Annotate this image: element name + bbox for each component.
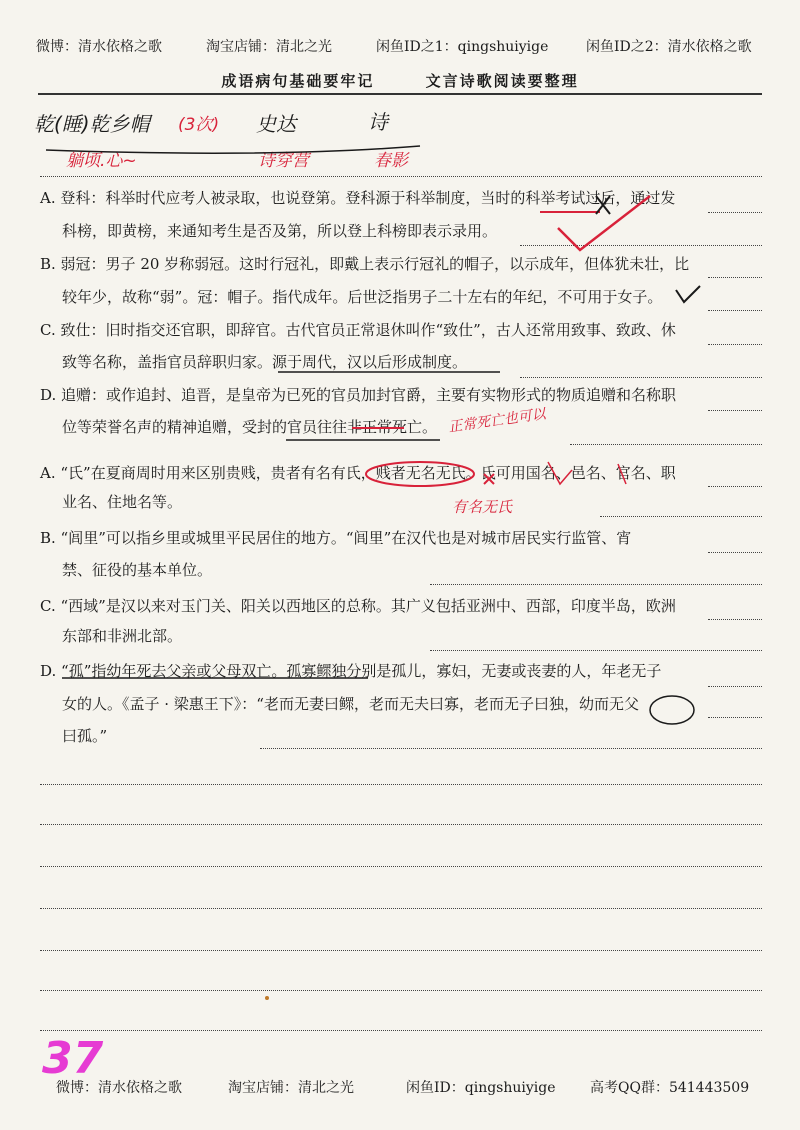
text-line: D. “孤”指幼年死去父亲或父母双亡。孤寡鳏独分别是孤儿，寡妇，无妻或丧妻的人，年老无子 — [40, 662, 662, 680]
text-line: 科榜，即黄榜，来通知考生是否及第，所以登上科榜即表示录用。 — [62, 222, 498, 240]
text-line: B. “闾里”可以指乡里或城里平民居住的地方。“闾里”在汉代也是对城市居民实行监管、宵 — [40, 529, 632, 547]
footer-taobao: 淘宝店铺：清北之光 — [228, 1080, 354, 1096]
page-number: 37 — [42, 1033, 104, 1084]
check-mark-icon — [676, 286, 700, 302]
ink-dot — [265, 996, 269, 1000]
header-weibo: 微博：清水依格之歌 — [36, 39, 162, 55]
text-line: 位等荣誉名声的精神追赠，受封的官员往往非正常死亡。 — [62, 418, 438, 436]
handwritten-word-5: 躺顷.心~ — [66, 151, 137, 171]
text-line: 东部和非洲北部。 — [62, 627, 183, 645]
handwritten-word-4: 诗 — [368, 110, 388, 134]
handwritten-word-3: 史达 — [256, 112, 296, 136]
circle-mark — [366, 462, 474, 486]
text-line: 业名、住地名等。 — [62, 493, 183, 511]
text-line: B. 弱冠：男子 20 岁称弱冠。这时行冠礼，即戴上表示行冠礼的帽子，以示成年，但体犹未壮，比 — [40, 255, 690, 273]
text-line: D. 追赠：或作追封、追晋，是皇帝为已死的官员加封官爵，主要有实物形式的物质追赠和名称职 — [40, 386, 677, 404]
text-line: A. 登科：科举时代应考人被录取，也说登第。登科源于科举制度，当时的科举考试过后，通过发 — [40, 189, 676, 207]
text-line: A. “氏”在夏商周时用来区别贵贱，贵者有名有氏，贱者无名无氏。氏可用国名、邑名、官名、职 — [40, 464, 676, 482]
text-line: 较年少，故称“弱”。冠：帽子。指代成年。后世泛指男子二十左右的年纪，不可用于女子。 — [62, 288, 663, 306]
handwritten-word-6: 诗穿营 — [258, 151, 309, 171]
circle-mark — [650, 696, 694, 724]
cross-mark-icon — [596, 196, 610, 214]
underline-mark — [46, 146, 420, 153]
handwritten-note-a: 有名无氏 — [452, 498, 513, 516]
annotation-mark — [618, 464, 626, 484]
header-taobao: 淘宝店铺：清北之光 — [206, 39, 332, 55]
text-line: 曰孤。” — [62, 727, 108, 745]
footer-weibo: 微博：清水依格之歌 — [56, 1080, 182, 1096]
cross-mark-icon — [484, 474, 494, 484]
annotation-mark — [548, 462, 572, 484]
text-line: C. “西域”是汉以来对玉门关、阳关以西地区的总称。其广义包括亚洲中、西部，印度半岛，欧洲 — [40, 597, 676, 615]
text-line: 禁、征役的基本单位。 — [62, 561, 213, 579]
handwritten-word-1: 乾(睡)乾乡帽 — [34, 112, 150, 136]
footer-qq: 高考QQ群：541443509 — [590, 1080, 750, 1096]
handwritten-note-d: 正常死亡也可以 — [447, 406, 547, 436]
header-xianyu2: 闲鱼ID之2：清水依格之歌 — [586, 39, 752, 55]
text-line: 致等名称，盖指官员辞职归家。源于周代，汉以后形成制度。 — [62, 353, 468, 371]
text-line: 女的人。《孟子 · 梁惠王下》：“老而无妻曰鳏，老而无夫曰寡，老而无子曰独，幼而无父 — [62, 695, 639, 713]
header-title-left: 成语病句基础要牢记 — [221, 72, 375, 90]
handwritten-word-2: (3次) — [178, 115, 220, 135]
footer-xianyu: 闲鱼ID：qingshuiyige — [406, 1080, 556, 1096]
handwritten-word-7: 春影 — [374, 151, 408, 171]
header-title-right: 文言诗歌阅读要整理 — [425, 72, 579, 90]
text-line: C. 致仕：旧时指交还官职，即辞官。古代官员正常退休叫作“致仕”，古人还常用致事、致政、休 — [40, 321, 676, 339]
header-xianyu1: 闲鱼ID之1：qingshuiyige — [376, 39, 549, 55]
